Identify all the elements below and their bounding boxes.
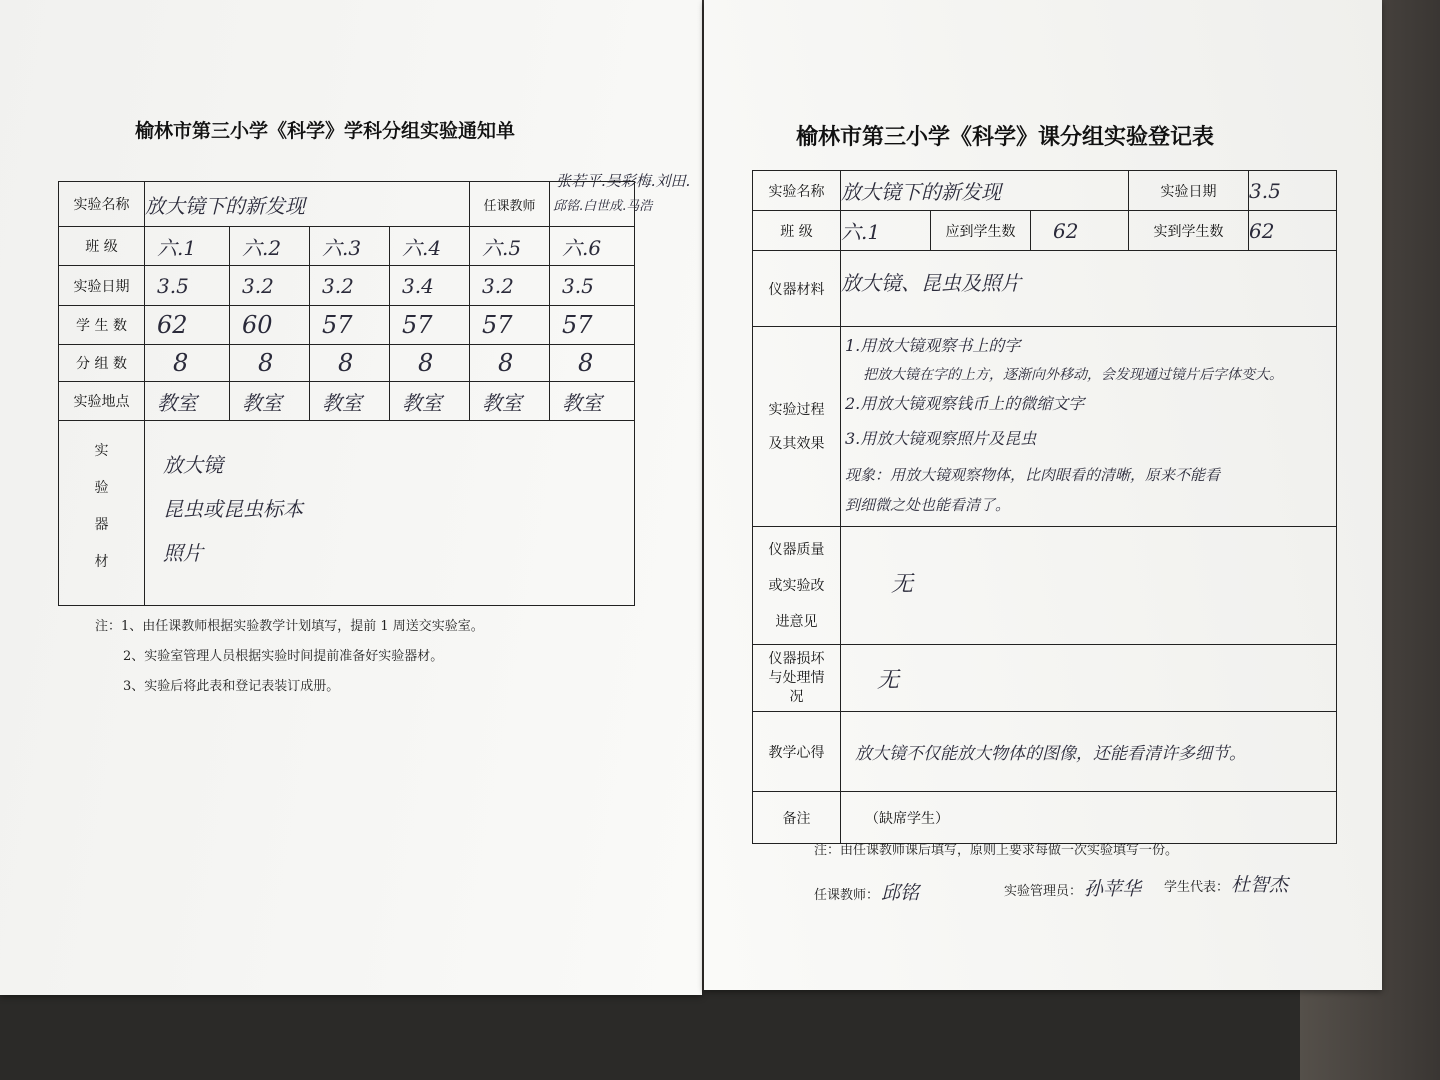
process-content: [841, 327, 1337, 527]
label-experiment-name: 实验名称: [753, 171, 841, 211]
label-actual-students: 实到学生数: [1129, 211, 1249, 251]
process-line: 3.用放大镜观察照片及昆虫: [845, 429, 1037, 448]
location-cell: 教室: [310, 382, 390, 421]
label-teacher: 任课教师: [470, 182, 550, 227]
actual-students-value: 62: [1249, 211, 1337, 251]
location-cell: 教室: [550, 382, 635, 421]
label-process: [753, 327, 841, 527]
class-cell: 六.2: [230, 227, 310, 266]
note-line: 2、实验室管理人员根据实验时间提前准备好实验器材。: [123, 649, 444, 664]
class-value: 六.1: [841, 211, 931, 251]
registration-note: 注：由任课教师课后填写，原则上要求每做一次实验填写一份。: [814, 843, 1179, 858]
remarks-value: （缺席学生）: [841, 792, 1337, 844]
label-students: 学 生 数: [59, 306, 145, 345]
groups-cell: 8: [230, 345, 310, 382]
experiment-name-value: 放大镜下的新发现: [145, 182, 470, 227]
date-cell: 3.2: [230, 266, 310, 306]
date-cell: 3.2: [310, 266, 390, 306]
admin-signature-label: 实验管理员：: [1004, 884, 1083, 899]
notice-form-table: [58, 181, 653, 606]
students-cell: 62: [145, 306, 230, 345]
process-line: 把放大镜在字的上方，逐渐向外移动，会发现通过镜片后字体变大。: [863, 367, 1283, 383]
label-quality-line: 进意见: [775, 613, 818, 630]
registration-form-title: 榆林市第三小学《科学》课分组实验登记表: [796, 125, 1215, 150]
label-equipment-char: 材: [94, 554, 109, 570]
date-cell: 3.5: [550, 266, 635, 306]
equipment-item: 昆虫或昆虫标本: [163, 497, 303, 521]
label-expected-students: 应到学生数: [931, 211, 1031, 251]
registration-form-sheet: [704, 0, 1382, 990]
label-class: 班 级: [753, 211, 841, 251]
location-cell: 教室: [145, 382, 230, 421]
student-signature-value: 杜智杰: [1231, 874, 1289, 896]
class-cell: 六.4: [390, 227, 470, 266]
teacher-value: 邱铭.白世成.马浩: [550, 182, 635, 227]
label-equipment-char: 器: [94, 517, 109, 533]
process-line: 到细微之处也能看清了。: [845, 496, 1011, 514]
damage-value: 无: [841, 645, 1337, 712]
label-damage-line: 况: [789, 688, 804, 705]
students-cell: 57: [390, 306, 470, 345]
groups-cell: 8: [145, 345, 230, 382]
groups-cell: 8: [550, 345, 635, 382]
expected-students-value: 62: [1031, 211, 1129, 251]
label-materials: 仪器材料: [753, 251, 841, 327]
groups-cell: 8: [390, 345, 470, 382]
class-cell: 六.1: [145, 227, 230, 266]
class-cell: 六.6: [550, 227, 635, 266]
date-cell: 3.2: [470, 266, 550, 306]
groups-cell: 8: [310, 345, 390, 382]
label-groups: 分 组 数: [59, 345, 145, 382]
students-cell: 57: [310, 306, 390, 345]
equipment-item: 放大镜: [163, 453, 223, 477]
label-damage-line: 与处理情: [768, 669, 825, 686]
label-reflection: 教学心得: [753, 712, 841, 792]
class-cell: 六.5: [470, 227, 550, 266]
groups-cell: 8: [470, 345, 550, 382]
label-quality-line: 仪器质量: [768, 541, 825, 558]
quality-value: 无: [841, 527, 1337, 645]
registration-form-table: [752, 170, 1337, 844]
label-location: 实验地点: [59, 382, 145, 421]
teacher-signature: [814, 878, 919, 905]
label-experiment-name: 实验名称: [59, 182, 145, 227]
equipment-item: 照片: [163, 541, 203, 565]
process-line: 现象：用放大镜观察物体，比肉眼看的清晰，原来不能看: [845, 466, 1221, 484]
label-equipment-char: 验: [94, 480, 109, 496]
notice-notes: [95, 612, 484, 702]
date-value: 3.5: [1249, 171, 1337, 211]
label-quality: [753, 527, 841, 645]
location-cell: 教室: [470, 382, 550, 421]
teacher-signature-value: 邱铭: [881, 882, 920, 904]
label-date: 实验日期: [1129, 171, 1249, 211]
label-equipment-char: 实: [94, 443, 109, 459]
students-cell: 57: [550, 306, 635, 345]
process-line: 1.用放大镜观察书上的字: [845, 336, 1021, 355]
students-cell: 60: [230, 306, 310, 345]
location-cell: 教室: [230, 382, 310, 421]
notice-form-title: 榆林市第三小学《科学》学科分组实验通知单: [135, 120, 516, 142]
label-class: 班 级: [59, 227, 145, 266]
class-cell: 六.3: [310, 227, 390, 266]
materials-value: 放大镜、昆虫及照片: [841, 251, 1337, 327]
label-quality-line: 或实验改: [768, 577, 825, 594]
admin-signature-value: 孙苹华: [1084, 878, 1142, 900]
label-equipment: [59, 421, 145, 606]
notice-form-sheet: [0, 0, 702, 995]
label-process-line: 实验过程: [768, 401, 825, 418]
location-cell: 教室: [390, 382, 470, 421]
teachers-handnote: 张若平.吴彩梅.刘田.: [556, 172, 691, 190]
label-damage-line: 仪器损坏: [768, 650, 825, 667]
label-date: 实验日期: [59, 266, 145, 306]
label-process-line: 及其效果: [768, 435, 825, 452]
student-signature-label: 学生代表：: [1164, 880, 1230, 895]
label-damage: [753, 645, 841, 712]
experiment-name-value: 放大镜下的新发现: [841, 171, 1129, 211]
desk-surface: [0, 990, 1440, 1080]
date-cell: 3.4: [390, 266, 470, 306]
label-remarks: 备注: [753, 792, 841, 844]
date-cell: 3.5: [145, 266, 230, 306]
note-line: 3、实验后将此表和登记表装订成册。: [123, 679, 340, 694]
equipment-list: [145, 421, 635, 606]
process-line: 2.用放大镜观察钱币上的微缩文字: [845, 394, 1085, 413]
note-line: 注：1、由任课教师根据实验教学计划填写，提前 1 周送交实验室。: [95, 619, 484, 634]
teacher-signature-label: 任课教师：: [814, 888, 880, 903]
student-signature: [1164, 870, 1288, 897]
reflection-value: 放大镜不仅能放大物体的图像，还能看清许多细节。: [841, 712, 1337, 792]
students-cell: 57: [470, 306, 550, 345]
admin-signature: [1004, 874, 1141, 901]
